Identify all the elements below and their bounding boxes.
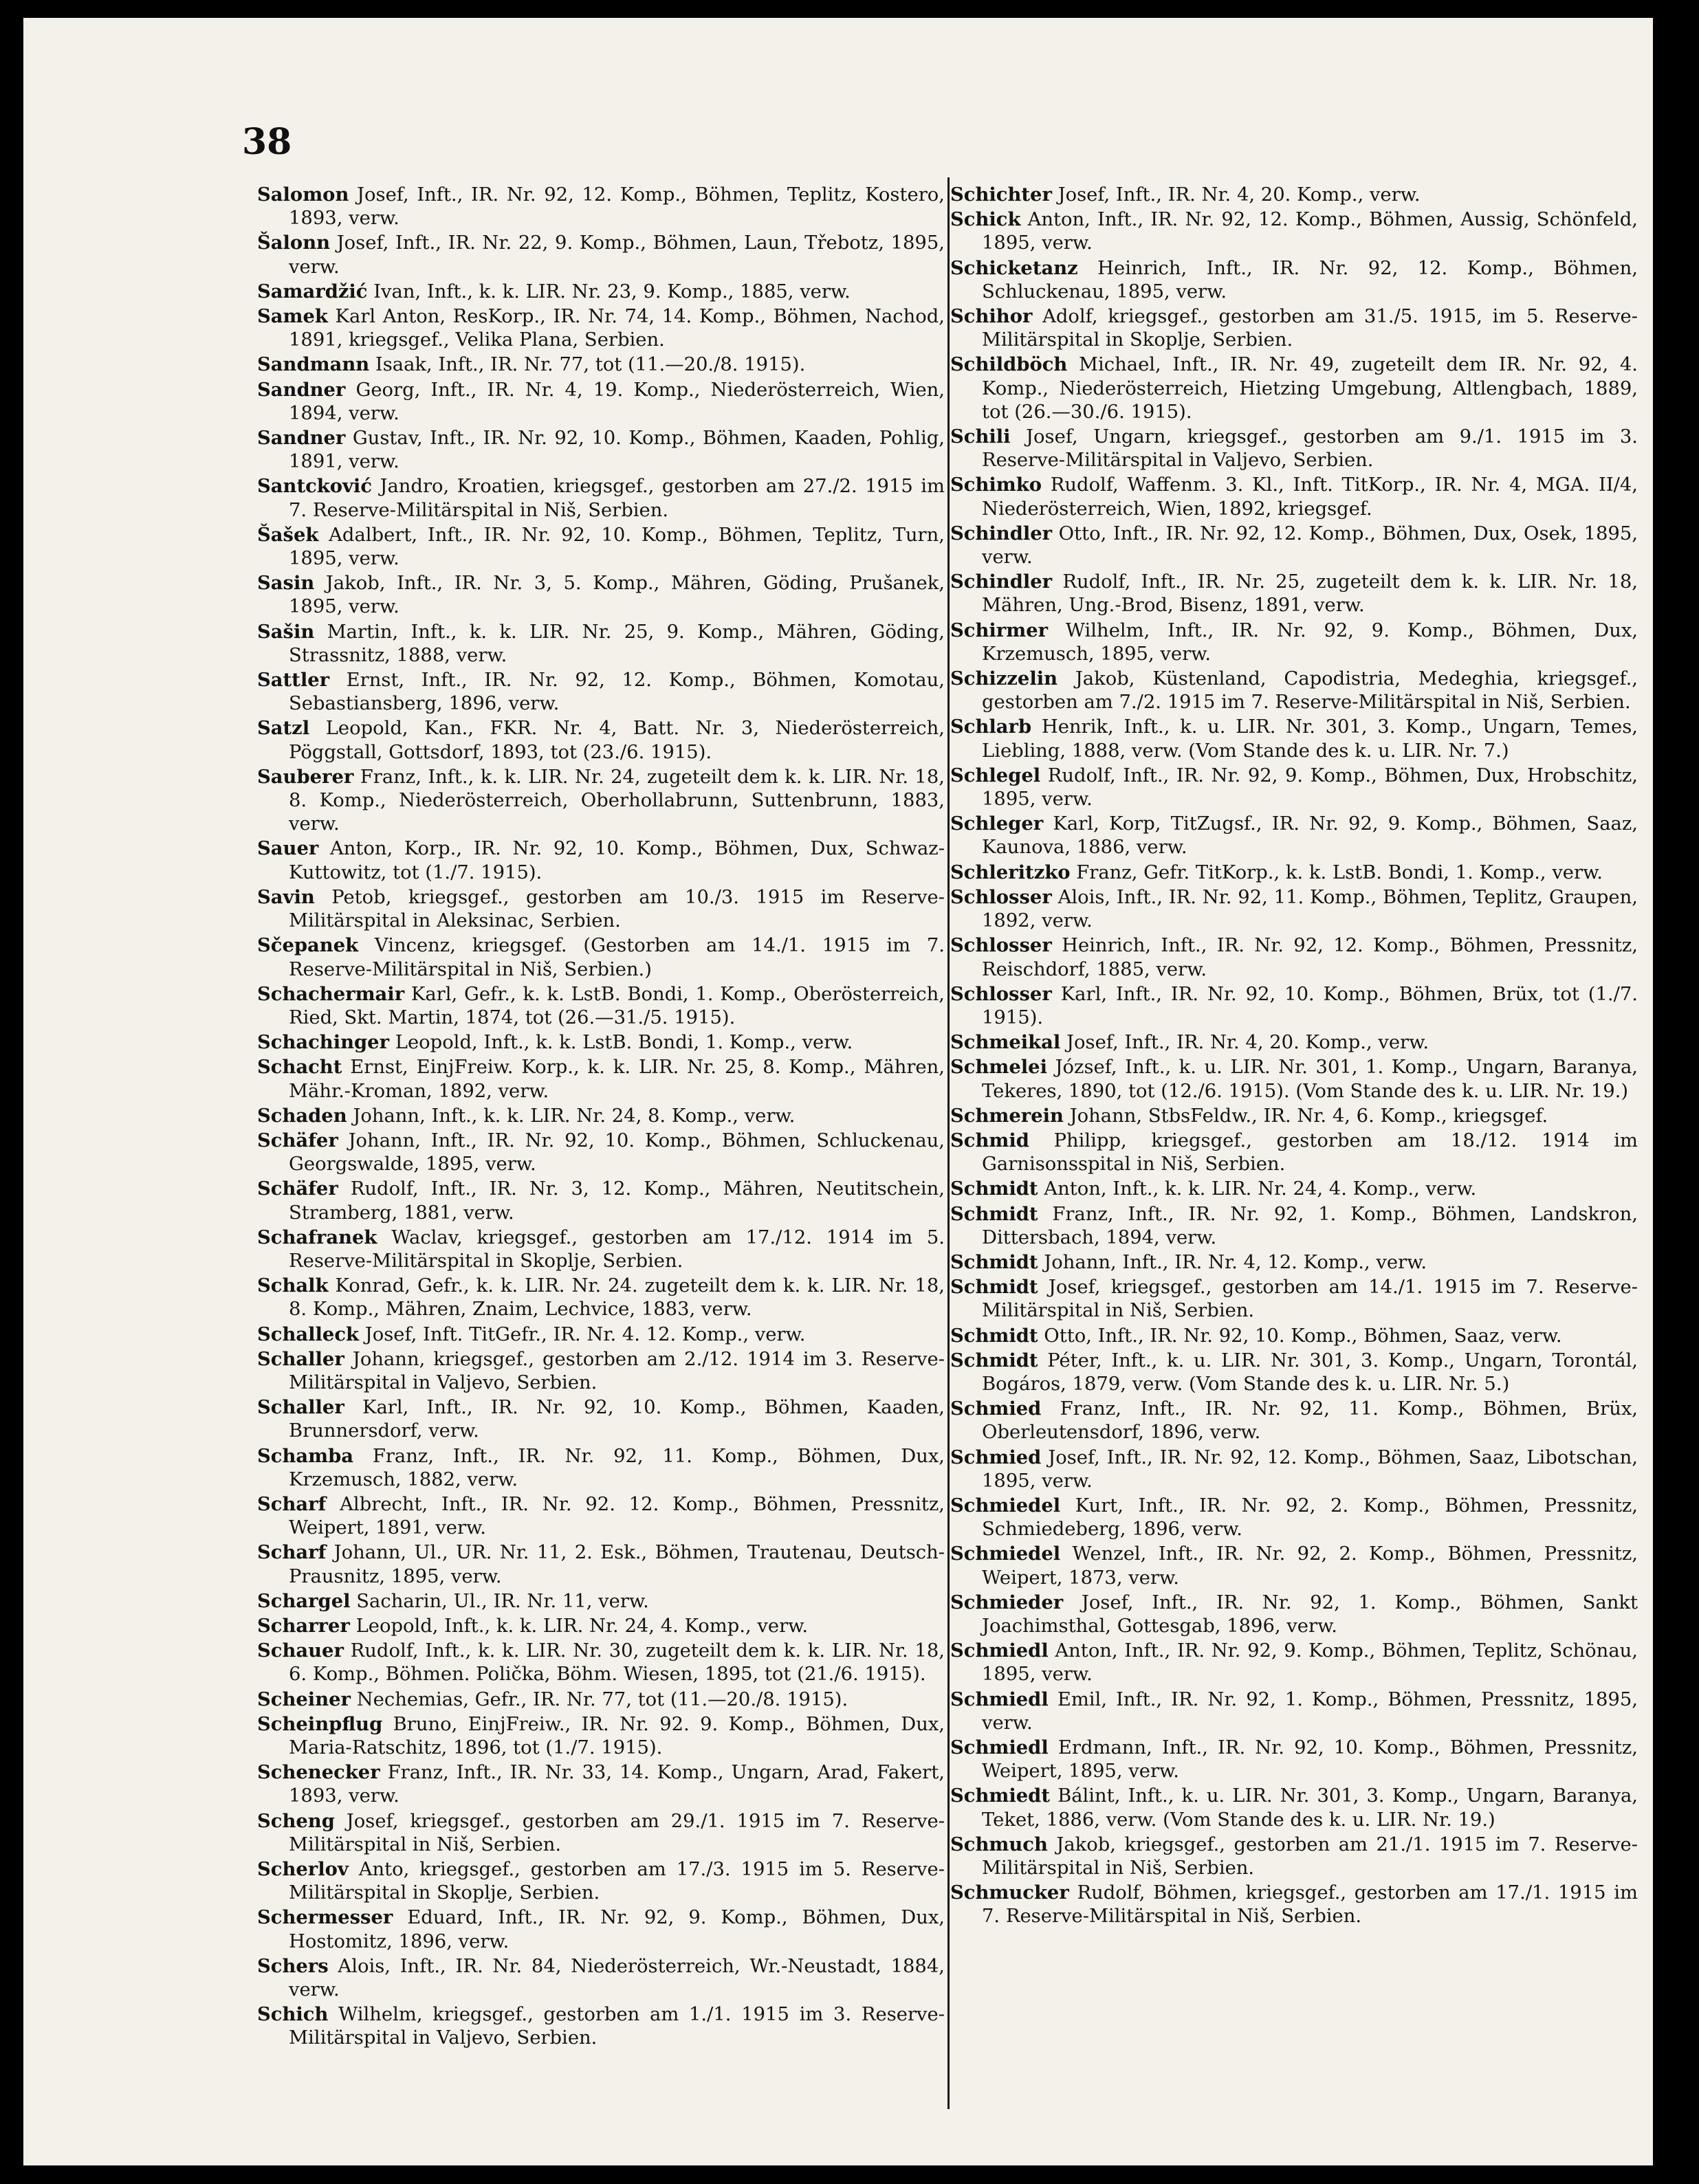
- register-entry: [257, 1906, 945, 1953]
- register-entry: [257, 1809, 945, 1857]
- register-entry: [257, 1104, 945, 1128]
- register-entry: [950, 305, 1638, 352]
- entry-surname: Schmidt: [950, 1250, 1038, 1273]
- entry-details: Rudolf, Inft., IR. Nr. 92, 9. Komp., Böhmen, Dux, Hrobschitz, 1895, verw.: [982, 764, 1638, 810]
- entry-details: Jakob, Inft., IR. Nr. 3, 5. Komp., Mähren, Göding, Prušanek, 1895, verw.: [289, 573, 945, 618]
- entry-surname: Schenecker: [257, 1761, 380, 1784]
- register-entry: [257, 571, 945, 619]
- entry-surname: Samek: [257, 305, 328, 328]
- entry-details: Johann, Inft., k. k. LIR. Nr. 24, 8. Komp., verw.: [353, 1105, 796, 1127]
- entry-surname: Schmieder: [950, 1591, 1064, 1613]
- entry-surname: Schichter: [950, 184, 1052, 206]
- entry-details: Alois, Inft., IR. Nr. 84, Niederösterreich, Wr.-Neustadt, 1884, verw.: [289, 1955, 945, 2001]
- register-entry: [950, 885, 1638, 933]
- register-entry: [257, 1857, 945, 1905]
- entry-details: Franz, Inft., k. k. LIR. Nr. 24, zugeteilt dem k. k. LIR. Nr. 18, 8. Komp., Niederösterreich, Oberhollabrunn, Suttenbrunn, 1883, verw.: [289, 766, 945, 835]
- entry-surname: Schmidt: [950, 1276, 1038, 1299]
- entry-details: Wenzel, Inft., IR. Nr. 92, 2. Komp., Böhmen, Pressnitz, Weipert, 1873, verw.: [982, 1543, 1638, 1589]
- entry-details: Ernst, Inft., IR. Nr. 92, 12. Komp., Böhmen, Komotau, Sebastiansberg, 1896, verw.: [289, 670, 945, 715]
- entry-surname: Schmidt: [950, 1324, 1038, 1347]
- register-entry: [950, 1349, 1638, 1396]
- entry-surname: Schaller: [257, 1347, 344, 1370]
- entry-details: Rudolf, Inft., IR. Nr. 25, zugeteilt dem k. k. LIR. Nr. 18, Mähren, Ung.-Brod, Bisenz, 1891, verw.: [982, 571, 1638, 617]
- right-column: [950, 183, 1638, 1930]
- entry-surname: Schirmer: [950, 619, 1049, 641]
- entry-surname: Scharf: [257, 1492, 327, 1515]
- entry-details: Josef, Inft., IR. Nr. 92, 1. Komp., Böhmen, Sankt Joachimsthal, Gottesgab, 1896, verw.: [982, 1591, 1638, 1637]
- entry-details: Franz, Gefr. TitKorp., k. k. LstB. Bondi, 1. Komp., verw.: [1076, 861, 1603, 883]
- entry-details: Otto, Inft., IR. Nr. 92, 10. Komp., Böhmen, Saaz, verw.: [1044, 1325, 1562, 1347]
- entry-surname: Savin: [257, 885, 315, 908]
- entry-details: Jandro, Kroatien, kriegsgef., gestorben am 27./2. 1915 im 7. Reserve-Militärspital in Niš, Serbien.: [289, 476, 945, 521]
- entry-surname: Sandner: [257, 378, 346, 401]
- entry-surname: Schmied: [950, 1398, 1042, 1420]
- entry-surname: Scheinpflug: [257, 1712, 383, 1735]
- register-entry: [257, 1129, 945, 1176]
- entry-surname: Schmiedel: [950, 1543, 1061, 1565]
- entry-details: Josef, Inft. TitGefr., IR. Nr. 4. 12. Komp., verw.: [364, 1323, 806, 1345]
- entry-details: Philipp, kriegsgef., gestorben am 18./12. 1914 im Garnisonsspital in Niš, Serbien.: [982, 1129, 1638, 1176]
- register-entry: [257, 1444, 945, 1492]
- entry-surname: Schers: [257, 1954, 329, 1977]
- entry-surname: Schicketanz: [950, 256, 1078, 279]
- entry-details: Petob, kriegsgef., gestorben am 10./3. 1915 im Reserve-Militärspital in Aleksinac, Serbien.: [289, 886, 945, 932]
- register-entry: [257, 1589, 945, 1613]
- entry-surname: Schäfer: [257, 1129, 338, 1151]
- register-entry: [950, 982, 1638, 1030]
- entry-surname: Schlegel: [950, 764, 1041, 786]
- register-entry: [950, 934, 1638, 981]
- entry-details: Wilhelm, Inft., IR. Nr. 92, 9. Komp., Böhmen, Dux, Krzemusch, 1895, verw.: [982, 619, 1638, 665]
- entry-surname: Schargel: [257, 1589, 351, 1612]
- entry-surname: Schmelei: [950, 1056, 1048, 1079]
- register-entry: [950, 812, 1638, 859]
- entry-details: Kurt, Inft., IR. Nr. 92, 2. Komp., Böhmen, Pressnitz, Schmiedeberg, 1896, verw.: [982, 1494, 1638, 1541]
- entry-surname: Schmidt: [950, 1349, 1038, 1371]
- entry-surname: Schalk: [257, 1275, 329, 1297]
- register-entry: [950, 1542, 1638, 1589]
- entry-details: Emil, Inft., IR. Nr. 92, 1. Komp., Böhmen, Pressnitz, 1895, verw.: [982, 1688, 1638, 1734]
- entry-surname: Sčepanek: [257, 934, 359, 957]
- register-entry: [257, 1688, 945, 1712]
- entry-surname: Schlosser: [950, 982, 1052, 1005]
- register-entry: [257, 1712, 945, 1760]
- register-entry: [257, 1274, 945, 1321]
- entry-details: Johann, Inft., IR. Nr. 92, 10. Komp., Böhmen, Schluckenau, Georgswalde, 1895, verw.: [289, 1129, 945, 1176]
- register-entry: [950, 1055, 1638, 1103]
- register-entry: [950, 1639, 1638, 1686]
- entry-surname: Schäfer: [257, 1178, 338, 1200]
- entry-surname: Schermesser: [257, 1906, 393, 1929]
- entry-surname: Sattler: [257, 669, 330, 692]
- entry-details: Karl, Gefr., k. k. LstB. Bondi, 1. Komp., Oberösterreich, Ried, Skt. Martin, 1874, tot (26.—31./5. 1915).: [289, 983, 945, 1028]
- register-entry: [950, 1881, 1638, 1928]
- register-entry: [950, 256, 1638, 304]
- register-entry: [950, 1177, 1638, 1201]
- entry-details: Rudolf, Waffenm. 3. Kl., Inft. TitKorp., IR. Nr. 4, MGA. II/4, Niederösterreich, Wien, 1892, kriegsgef.: [982, 474, 1638, 520]
- entry-surname: Schmerein: [950, 1104, 1064, 1127]
- entry-details: Georg, Inft., IR. Nr. 4, 19. Komp., Niederösterreich, Wien, 1894, verw.: [289, 379, 945, 424]
- register-entry: [257, 474, 945, 522]
- entry-details: Erdmann, Inft., IR. Nr. 92, 10. Komp., Böhmen, Pressnitz, Weipert, 1895, verw.: [982, 1737, 1638, 1783]
- entry-surname: Sauer: [257, 837, 319, 860]
- entry-details: Franz, Inft., IR. Nr. 92, 11. Komp., Böhmen, Brüx, Oberleutensdorf, 1896, verw.: [982, 1398, 1638, 1444]
- entry-details: Konrad, Gefr., k. k. LIR. Nr. 24. zugeteilt dem k. k. LIR. Nr. 18, 8. Komp., Mähren, Znaim, Lechvice, 1883, verw.: [289, 1275, 945, 1321]
- register-entry: [257, 231, 945, 278]
- register-entry: [950, 715, 1638, 762]
- entry-surname: Sauberer: [257, 765, 354, 788]
- register-entry: [950, 208, 1638, 255]
- entry-surname: Schafranek: [257, 1226, 377, 1248]
- register-entry: [257, 1761, 945, 1808]
- entry-details: Johann, Ul., UR. Nr. 11, 2. Esk., Böhmen, Trautenau, Deutsch-Prausnitz, 1895, verw.: [289, 1542, 945, 1587]
- register-entry: [950, 1494, 1638, 1541]
- register-entry: [257, 982, 945, 1030]
- entry-details: Adolf, kriegsgef., gestorben am 31./5. 1915, im 5. Reserve-Militärspital in Skoplje, Serbien.: [982, 306, 1638, 351]
- register-entry: [950, 1833, 1638, 1880]
- register-entry: [257, 934, 945, 981]
- entry-surname: Schachinger: [257, 1031, 390, 1054]
- register-entry: [257, 1492, 945, 1540]
- entry-details: Anton, Korp., IR. Nr. 92, 10. Komp., Böhmen, Dux, Schwaz-Kuttowitz, tot (1./7. 1915).: [289, 838, 945, 883]
- column-divider: [947, 177, 950, 2109]
- register-entry: [257, 1323, 945, 1347]
- entry-surname: Šašek: [257, 523, 319, 546]
- register-entry: [257, 1226, 945, 1273]
- entry-details: Bálint, Inft., k. u. LIR. Nr. 301, 3. Komp., Ungarn, Baranya, Teket, 1886, verw. (Vom Stande des k. u. LIR. Nr. 19.): [982, 1785, 1638, 1831]
- register-entry: [950, 1784, 1638, 1831]
- entry-surname: Scheiner: [257, 1688, 351, 1710]
- register-entry: [257, 2003, 945, 2050]
- entry-details: Jakob, kriegsgef., gestorben am 21./1. 1915 im 7. Reserve-Militärspital in Niš, Serbien.: [982, 1833, 1638, 1879]
- entry-details: Heinrich, Inft., IR. Nr. 92, 12. Komp., Böhmen, Pressnitz, Reischdorf, 1885, verw.: [982, 935, 1638, 980]
- entry-surname: Schmied: [950, 1446, 1042, 1468]
- entry-surname: Schindler: [950, 571, 1053, 593]
- entry-surname: Schauer: [257, 1640, 344, 1662]
- entry-surname: Schleritzko: [950, 861, 1071, 883]
- entry-surname: Salomon: [257, 184, 349, 206]
- register-entry: [257, 837, 945, 884]
- entry-details: Josef, Inft., IR. Nr. 22, 9. Komp., Böhmen, Laun, Třebotz, 1895, verw.: [289, 232, 945, 278]
- register-entry: [950, 1202, 1638, 1250]
- register-entry: [257, 183, 945, 230]
- entry-surname: Schimko: [950, 474, 1042, 496]
- entry-surname: Schihor: [950, 305, 1033, 328]
- entry-details: Karl, Korp, TitZugsf., IR. Nr. 92, 9. Komp., Böhmen, Saaz, Kaunova, 1886, verw.: [982, 813, 1638, 859]
- entry-surname: Schlarb: [950, 716, 1032, 738]
- entry-surname: Samardžić: [257, 280, 368, 302]
- register-entry: [257, 1541, 945, 1588]
- register-entry: [257, 885, 945, 933]
- register-entry: [950, 1688, 1638, 1735]
- entry-surname: Schildböch: [950, 353, 1068, 376]
- entry-details: Anton, Inft., IR. Nr. 92, 12. Komp., Böhmen, Aussig, Schönfeld, 1895, verw.: [982, 209, 1638, 254]
- entry-surname: Satzl: [257, 717, 310, 740]
- register-entry: [950, 183, 1638, 207]
- entry-details: Josef, Inft., IR. Nr. 4, 20. Komp., verw.: [1066, 1032, 1429, 1054]
- entry-details: Rudolf, Inft., k. k. LIR. Nr. 30, zugeteilt dem k. k. LIR. Nr. 18, 6. Komp., Böhmen. Polička, Böhm. Wiesen, 1895, tot (21./6. 1915).: [289, 1640, 945, 1686]
- entry-surname: Sandner: [257, 427, 346, 450]
- register-entry: [257, 426, 945, 474]
- entry-details: Karl, Inft., IR. Nr. 92, 10. Komp., Böhmen, Kaaden, Brunnersdorf, verw.: [289, 1397, 945, 1442]
- document-page: [23, 18, 1653, 2165]
- entry-surname: Schlosser: [950, 934, 1052, 957]
- entry-surname: Schmiedl: [950, 1688, 1049, 1710]
- entry-details: Anton, Inft., k. k. LIR. Nr. 24, 4. Komp., verw.: [1044, 1178, 1477, 1200]
- entry-details: Franz, Inft., IR. Nr. 92, 11. Komp., Böhmen, Dux, Krzemusch, 1882, verw.: [289, 1445, 945, 1490]
- entry-surname: Schmidt: [950, 1202, 1038, 1225]
- entry-details: József, Inft., k. u. LIR. Nr. 301, 1. Komp., Ungarn, Baranya, Tekeres, 1890, tot (12./6. 1915). (Vom Stande des k. u. LIR. Nr. 19.): [982, 1057, 1638, 1102]
- entry-details: Henrik, Inft., k. u. LIR. Nr. 301, 3. Komp., Ungarn, Temes, Liebling, 1888, verw. (Vom Stande des k. u. LIR. Nr. 7.): [982, 716, 1638, 762]
- register-entry: [257, 620, 945, 668]
- entry-details: Wilhelm, kriegsgef., gestorben am 1./1. 1915 im 3. Reserve-Militärspital in Valjevo, Serbien.: [289, 2004, 945, 2049]
- entry-details: Anto, kriegsgef., gestorben am 17./3. 1915 im 5. Reserve-Militärspital in Skoplje, Serbien.: [289, 1859, 945, 1904]
- register-entry: [257, 1614, 945, 1638]
- entry-surname: Schmeikal: [950, 1031, 1061, 1054]
- register-entry: [950, 353, 1638, 424]
- entry-details: Otto, Inft., IR. Nr. 92, 12. Komp., Böhmen, Dux, Osek, 1895, verw.: [982, 522, 1638, 569]
- register-entry: [950, 1397, 1638, 1444]
- entry-details: Alois, Inft., IR. Nr. 92, 11. Komp., Böhmen, Teplitz, Graupen, 1892, verw.: [982, 886, 1638, 932]
- register-entry: [257, 1055, 945, 1103]
- register-entry: [950, 1275, 1638, 1323]
- entry-details: Karl, Inft., IR. Nr. 92, 10. Komp., Böhmen, Brüx, tot (1./7. 1915).: [982, 983, 1638, 1028]
- entry-details: Leopold, Inft., k. k. LstB. Bondi, 1. Komp., verw.: [395, 1032, 853, 1054]
- register-entry: [257, 353, 945, 377]
- register-entry: [950, 522, 1638, 569]
- entry-details: Isaak, Inft., IR. Nr. 77, tot (11.—20./8. 1915).: [375, 354, 806, 376]
- entry-details: Josef, kriegsgef., gestorben am 14./1. 1915 im 7. Reserve-Militärspital in Niš, Serbien.: [982, 1277, 1638, 1322]
- entry-surname: Scharf: [257, 1541, 327, 1564]
- page-number: 38: [242, 121, 292, 163]
- entry-details: Nechemias, Gefr., IR. Nr. 77, tot (11.—20./8. 1915).: [356, 1688, 848, 1710]
- entry-details: Eduard, Inft., IR. Nr. 92, 9. Komp., Böhmen, Dux, Hostomitz, 1896, verw.: [289, 1907, 945, 1952]
- register-entry: [950, 1250, 1638, 1275]
- entry-details: Johann, Inft., IR. Nr. 4, 12. Komp., verw.: [1044, 1251, 1427, 1273]
- entry-surname: Schick: [950, 208, 1021, 231]
- entry-details: Josef, Inft., IR. Nr. 92, 12. Komp., Böhmen, Teplitz, Kostero, 1893, verw.: [289, 184, 945, 230]
- register-entry: [950, 1736, 1638, 1783]
- entry-details: Leopold, Kan., FKR. Nr. 4, Batt. Nr. 3, Niederösterreich, Pöggstall, Gottsdorf, 1893, tot (23./6. 1915).: [289, 718, 945, 763]
- entry-surname: Schmiedt: [950, 1785, 1050, 1807]
- entry-surname: Sašin: [257, 620, 315, 643]
- entry-surname: Schich: [257, 2003, 329, 2026]
- entry-surname: Schindler: [950, 522, 1053, 544]
- register-entry: [950, 1030, 1638, 1055]
- register-entry: [257, 716, 945, 764]
- register-entry: [257, 523, 945, 571]
- entry-details: Josef, Inft., IR. Nr. 92, 12. Komp., Böhmen, Saaz, Libotschan, 1895, verw.: [982, 1446, 1638, 1492]
- entry-surname: Schmid: [950, 1129, 1029, 1151]
- entry-details: Karl Anton, ResKorp., IR. Nr. 74, 14. Komp., Böhmen, Nachod, 1891, kriegsgef., Velika Plana, Serbien.: [289, 306, 945, 351]
- entry-surname: Schmiedel: [950, 1494, 1061, 1516]
- entry-surname: Sasin: [257, 572, 315, 595]
- entry-details: Adalbert, Inft., IR. Nr. 92, 10. Komp., Böhmen, Teplitz, Turn, 1895, verw.: [289, 524, 945, 570]
- register-entry: [257, 1177, 945, 1224]
- entry-surname: Schmiedl: [950, 1640, 1049, 1662]
- entry-surname: Sandmann: [257, 353, 370, 376]
- register-entry: [257, 1396, 945, 1443]
- entry-details: Gustav, Inft., IR. Nr. 92, 10. Komp., Böhmen, Kaaden, Pohlig, 1891, verw.: [289, 428, 945, 473]
- register-entry: [257, 1639, 945, 1686]
- register-entry: [950, 1129, 1638, 1176]
- entry-surname: Schachermair: [257, 982, 405, 1005]
- register-entry: [950, 1446, 1638, 1493]
- register-entry: [950, 1104, 1638, 1128]
- register-entry: [257, 1954, 945, 2002]
- entry-surname: Schamba: [257, 1444, 354, 1467]
- entry-details: Josef, Inft., IR. Nr. 4, 20. Komp., verw.: [1057, 184, 1421, 206]
- register-entry: [257, 668, 945, 716]
- register-entry: [950, 861, 1638, 885]
- entry-details: Franz, Inft., IR. Nr. 33, 14. Komp., Ungarn, Arad, Fakert, 1893, verw.: [289, 1762, 945, 1807]
- entry-surname: Santcković: [257, 475, 373, 498]
- register-entry: [950, 1324, 1638, 1348]
- entry-surname: Schmidt: [950, 1178, 1038, 1200]
- entry-details: Leopold, Inft., k. k. LIR. Nr. 24, 4. Komp., verw.: [355, 1615, 809, 1637]
- register-entry: [257, 378, 945, 426]
- entry-details: Albrecht, Inft., IR. Nr. 92. 12. Komp., Böhmen, Pressnitz, Weipert, 1891, verw.: [289, 1493, 945, 1539]
- register-entry: [950, 1591, 1638, 1638]
- entry-details: Michael, Inft., IR. Nr. 49, zugeteilt dem IR. Nr. 92, 4. Komp., Niederösterreich, Hietzing Umgebung, Altlengbach, 1889, tot (26.—30./6. 1915).: [982, 354, 1638, 423]
- entry-details: Heinrich, Inft., IR. Nr. 92, 12. Komp., Böhmen, Schluckenau, 1895, verw.: [982, 257, 1638, 302]
- entry-surname: Schleger: [950, 813, 1044, 835]
- entry-surname: Schmiedl: [950, 1736, 1049, 1758]
- entry-details: Rudolf, Inft., IR. Nr. 3, 12. Komp., Mähren, Neutitschein, Stramberg, 1881, verw.: [289, 1178, 945, 1224]
- register-entry: [257, 305, 945, 352]
- register-entry: [950, 619, 1638, 666]
- entry-surname: Scharrer: [257, 1614, 350, 1637]
- entry-surname: Schizzelin: [950, 668, 1058, 690]
- entry-details: Josef, kriegsgef., gestorben am 29./1. 1915 im 7. Reserve-Militärspital in Niš, Serbien.: [289, 1810, 945, 1855]
- entry-details: Johann, kriegsgef., gestorben am 2./12. 1914 im 3. Reserve-Militärspital in Valjevo, Serbien.: [289, 1348, 945, 1393]
- register-entry: [950, 667, 1638, 714]
- entry-details: Vincenz, kriegsgef. (Gestorben am 14./1. 1915 im 7. Reserve-Militärspital in Niš, Serbien.): [289, 935, 945, 980]
- entry-surname: Schmucker: [950, 1882, 1069, 1904]
- entry-details: Johann, StbsFeldw., IR. Nr. 4, 6. Komp., kriegsgef.: [1069, 1105, 1548, 1127]
- entry-details: Péter, Inft., k. u. LIR. Nr. 301, 3. Komp., Ungarn, Torontál, Bogáros, 1879, verw. (Vom Stande des k. u. LIR. Nr. 5.): [982, 1349, 1638, 1395]
- entry-surname: Schaller: [257, 1396, 344, 1419]
- entry-details: Ivan, Inft., k. k. LIR. Nr. 23, 9. Komp., 1885, verw.: [373, 280, 851, 302]
- register-entry: [257, 280, 945, 304]
- register-entry: [950, 764, 1638, 811]
- entry-details: Bruno, EinjFreiw., IR. Nr. 92. 9. Komp., Böhmen, Dux, Maria-Ratschitz, 1896, tot (1./7. 1915).: [289, 1713, 945, 1758]
- entry-details: Jakob, Küstenland, Capodistria, Medeghia, kriegsgef., gestorben am 7./2. 1915 im 7. Reserve-Militärspital in Niš, Serbien.: [982, 668, 1638, 714]
- register-entry: [257, 1030, 945, 1055]
- entry-details: Franz, Inft., IR. Nr. 92, 1. Komp., Böhmen, Landskron, Dittersbach, 1894, verw.: [982, 1203, 1638, 1248]
- entry-details: Rudolf, Böhmen, kriegsgef., gestorben am 17./1. 1915 im 7. Reserve-Militärspital in Niš, Serbien.: [982, 1882, 1638, 1928]
- entry-details: Sacharin, Ul., IR. Nr. 11, verw.: [356, 1590, 649, 1612]
- entry-surname: Schlosser: [950, 885, 1052, 908]
- entry-surname: Scheng: [257, 1809, 335, 1832]
- entry-details: Waclav, kriegsgef., gestorben am 17./12. 1914 im 5. Reserve-Militärspital in Skoplje, Serbien.: [289, 1226, 945, 1272]
- register-entry: [257, 765, 945, 837]
- entry-surname: Schili: [950, 426, 1011, 448]
- register-entry: [257, 1347, 945, 1395]
- register-entry: [950, 570, 1638, 617]
- entry-surname: Schaden: [257, 1104, 347, 1127]
- entry-surname: Šalonn: [257, 232, 331, 254]
- entry-surname: Schacht: [257, 1056, 342, 1079]
- entry-surname: Schalleck: [257, 1323, 360, 1345]
- entry-surname: Schmuch: [950, 1833, 1048, 1855]
- entry-details: Ernst, EinjFreiw. Korp., k. k. LIR. Nr. 25, 8. Komp., Mähren, Mähr.-Kroman, 1892, verw.: [289, 1057, 945, 1102]
- entry-details: Martin, Inft., k. k. LIR. Nr. 25, 9. Komp., Mähren, Göding, Strassnitz, 1888, verw.: [289, 621, 945, 666]
- register-entry: [950, 425, 1638, 472]
- left-column: [257, 183, 945, 2051]
- entry-surname: Scherlov: [257, 1858, 349, 1881]
- entry-details: Josef, Ungarn, kriegsgef., gestorben am 9./1. 1915 im 3. Reserve-Militärspital in Valjevo, Serbien.: [982, 426, 1638, 472]
- register-entry: [950, 473, 1638, 520]
- entry-details: Anton, Inft., IR. Nr. 92, 9. Komp., Böhmen, Teplitz, Schönau, 1895, verw.: [982, 1640, 1638, 1686]
